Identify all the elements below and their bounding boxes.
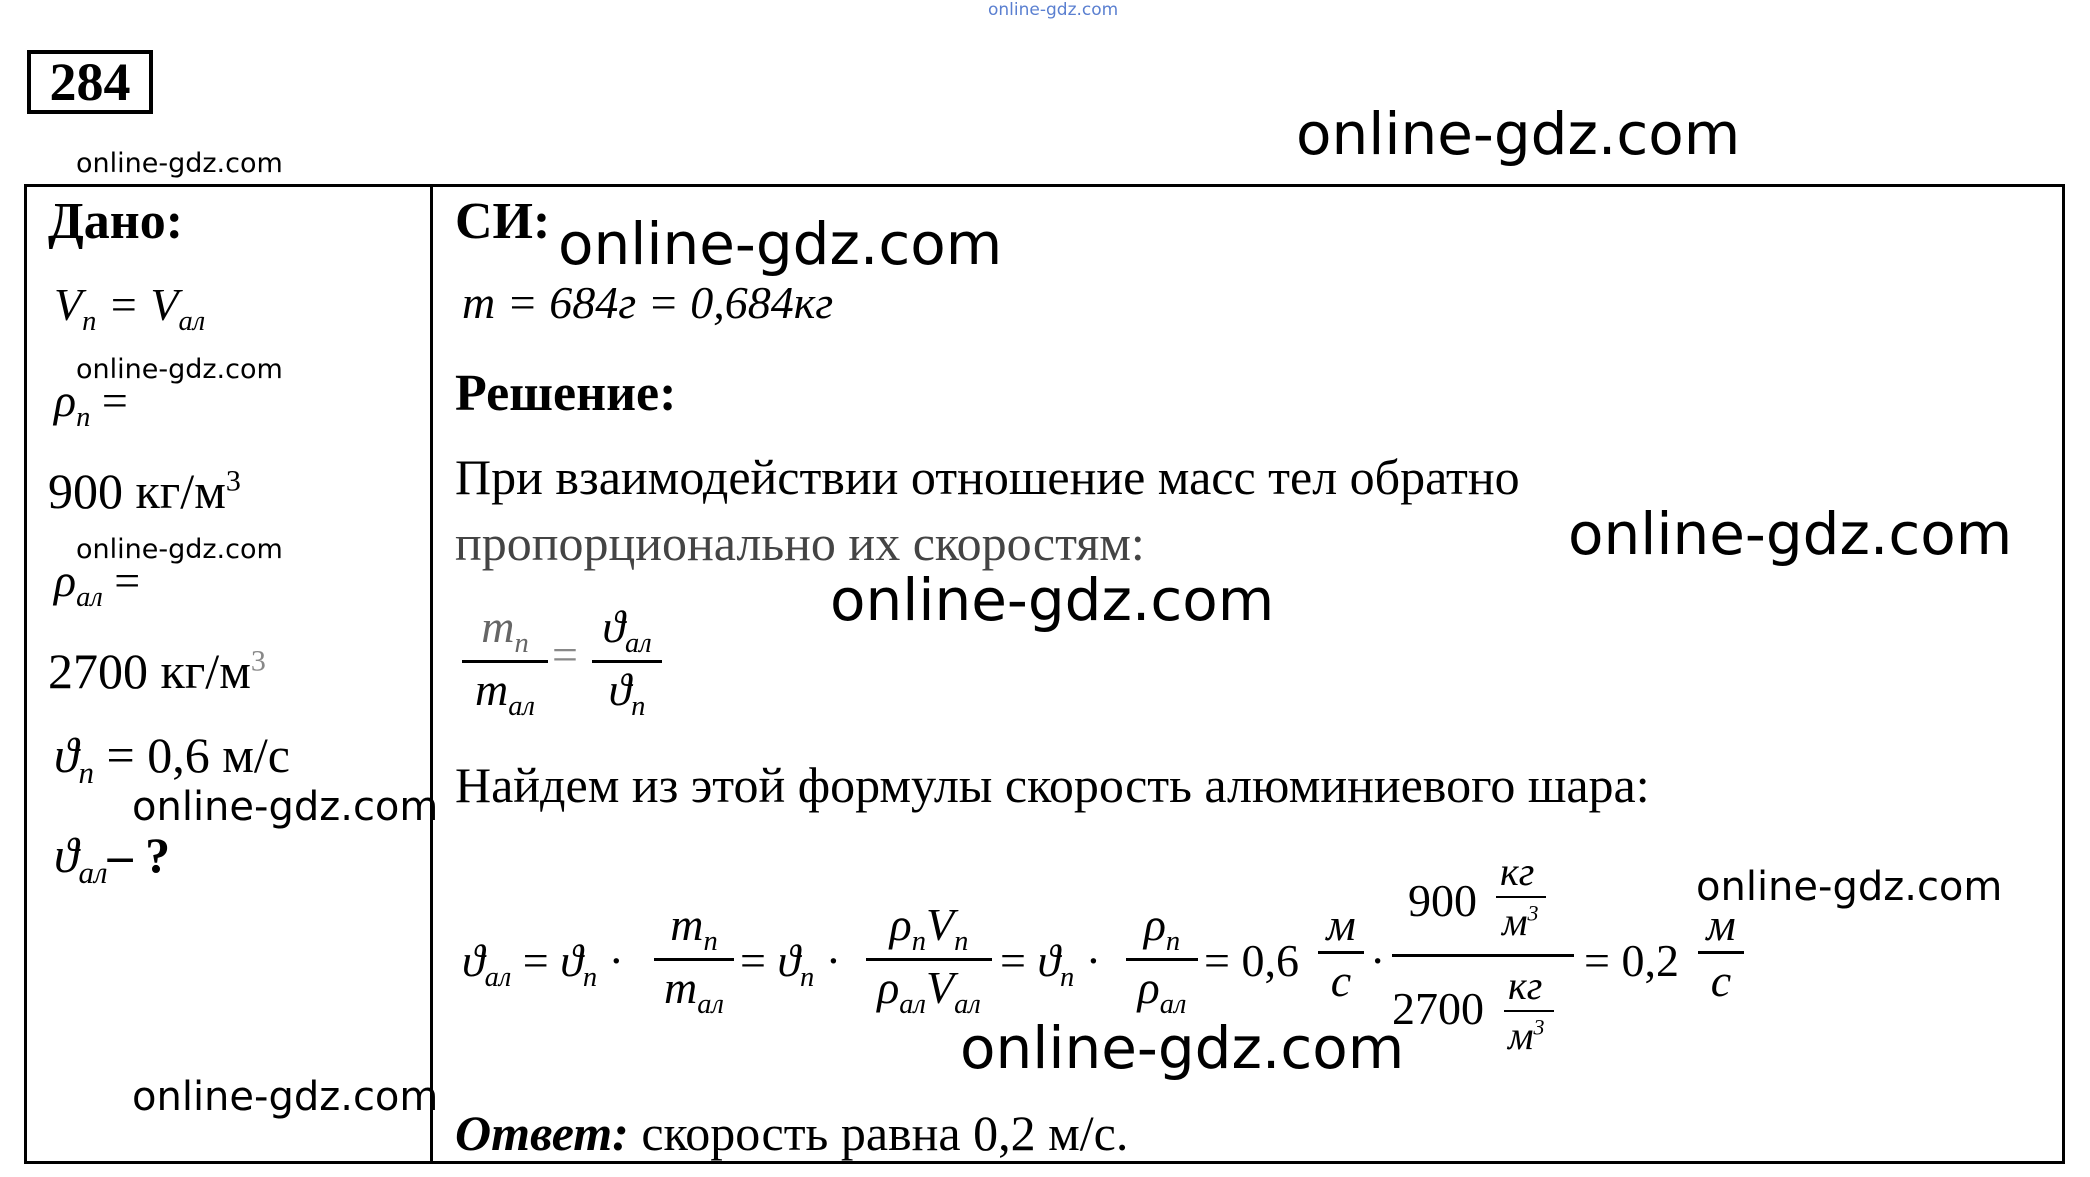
rho-al-symbol: $\rho_{ал}$ = (54, 555, 141, 614)
ratio-equals: = (552, 629, 578, 680)
watermark: online-gdz.com (76, 534, 283, 565)
watermark: online-gdz.com (960, 1014, 1405, 1082)
numerator-900: 900 (1408, 875, 1477, 926)
formula-v-al: $ϑ_{ал} = ϑ_п$ · (462, 935, 624, 994)
watermark: online-gdz.com (76, 148, 283, 179)
watermark: online-gdz.com (1296, 100, 1741, 168)
denominator-2700: 2700 (1392, 983, 1484, 1034)
formula-part-2: = $ϑ_п$ · (740, 935, 842, 994)
watermark: online-gdz.com (132, 1074, 439, 1120)
formula-density-fraction: $\rho_п$ $\rho_{ал}$ (1126, 898, 1198, 1021)
volume-equality: $V_п = V_{ал}$ (54, 279, 206, 338)
answer-line: Ответ: скорость равна 0,2 м/с. (455, 1105, 1129, 1161)
watermark: online-gdz.com (1568, 500, 2013, 568)
watermark: online-gdz.com (830, 566, 1275, 634)
density-ratio-fraction (1392, 848, 1578, 1068)
multiply-dot: · (1370, 935, 1386, 986)
solution-text-1: При взаимодействии отношение масс тел обратно (455, 449, 1520, 505)
column-divider (430, 184, 433, 1164)
problem-number: 284 (27, 50, 153, 114)
unit-m3-top: $м^3$ (1502, 899, 1539, 944)
unknown-velocity: $ϑ_{ал}-$ ? (54, 827, 171, 890)
solution-text-2: пропорционально их скоростям: (455, 515, 1145, 571)
formula-part-3: = $ϑ_п$ · (1000, 935, 1102, 994)
unit-fraction-m-s: м с (1318, 898, 1364, 1007)
watermark: online-gdz.com (132, 784, 439, 830)
formula-density-volume-fraction: $\rho_пV_п$ $\rho_{ал}V_{ал}$ (866, 898, 992, 1021)
rho-p-value: 900 $кг/м^3$ (48, 463, 241, 519)
unit-fraction-m-s-result: м с (1698, 898, 1744, 1007)
formula-result: = 0,2 (1584, 935, 1679, 986)
mass-conversion: m = 684г = 0,684кг (462, 277, 834, 328)
formula-value-0-6: = 0,6 (1204, 935, 1299, 986)
unit-m3-bottom: $м^3$ (1508, 1013, 1545, 1058)
si-header: СИ: (455, 193, 551, 250)
given-header: Дано: (48, 193, 184, 250)
ratio-right-fraction: $ϑ_{ал}$ $ϑ_п$ (592, 600, 662, 723)
top-watermark: online-gdz.com (988, 0, 1119, 20)
main-fraction-bar (1392, 954, 1574, 957)
unit-kg-top: кг (1500, 849, 1535, 894)
ratio-left-fraction: $m_п$ $m_{ал}$ (462, 600, 548, 723)
solution-text-3: Найдем из этой формулы скорость алюминиевого шара: (455, 757, 1650, 813)
solution-header: Решение: (455, 365, 677, 422)
velocity-p: $ϑ_п = 0,6$ м/с (54, 727, 290, 790)
watermark: online-gdz.com (76, 354, 283, 385)
watermark: online-gdz.com (1696, 864, 2003, 910)
watermark: online-gdz.com (558, 210, 1003, 278)
rho-p-symbol: $\rho_п$ = (54, 375, 128, 434)
formula-mass-fraction: $m_п$ $m_{ал}$ (654, 898, 734, 1021)
rho-al-value: 2700 $кг/м^3$ (48, 643, 266, 699)
unit-kg-bottom: кг (1508, 963, 1543, 1008)
